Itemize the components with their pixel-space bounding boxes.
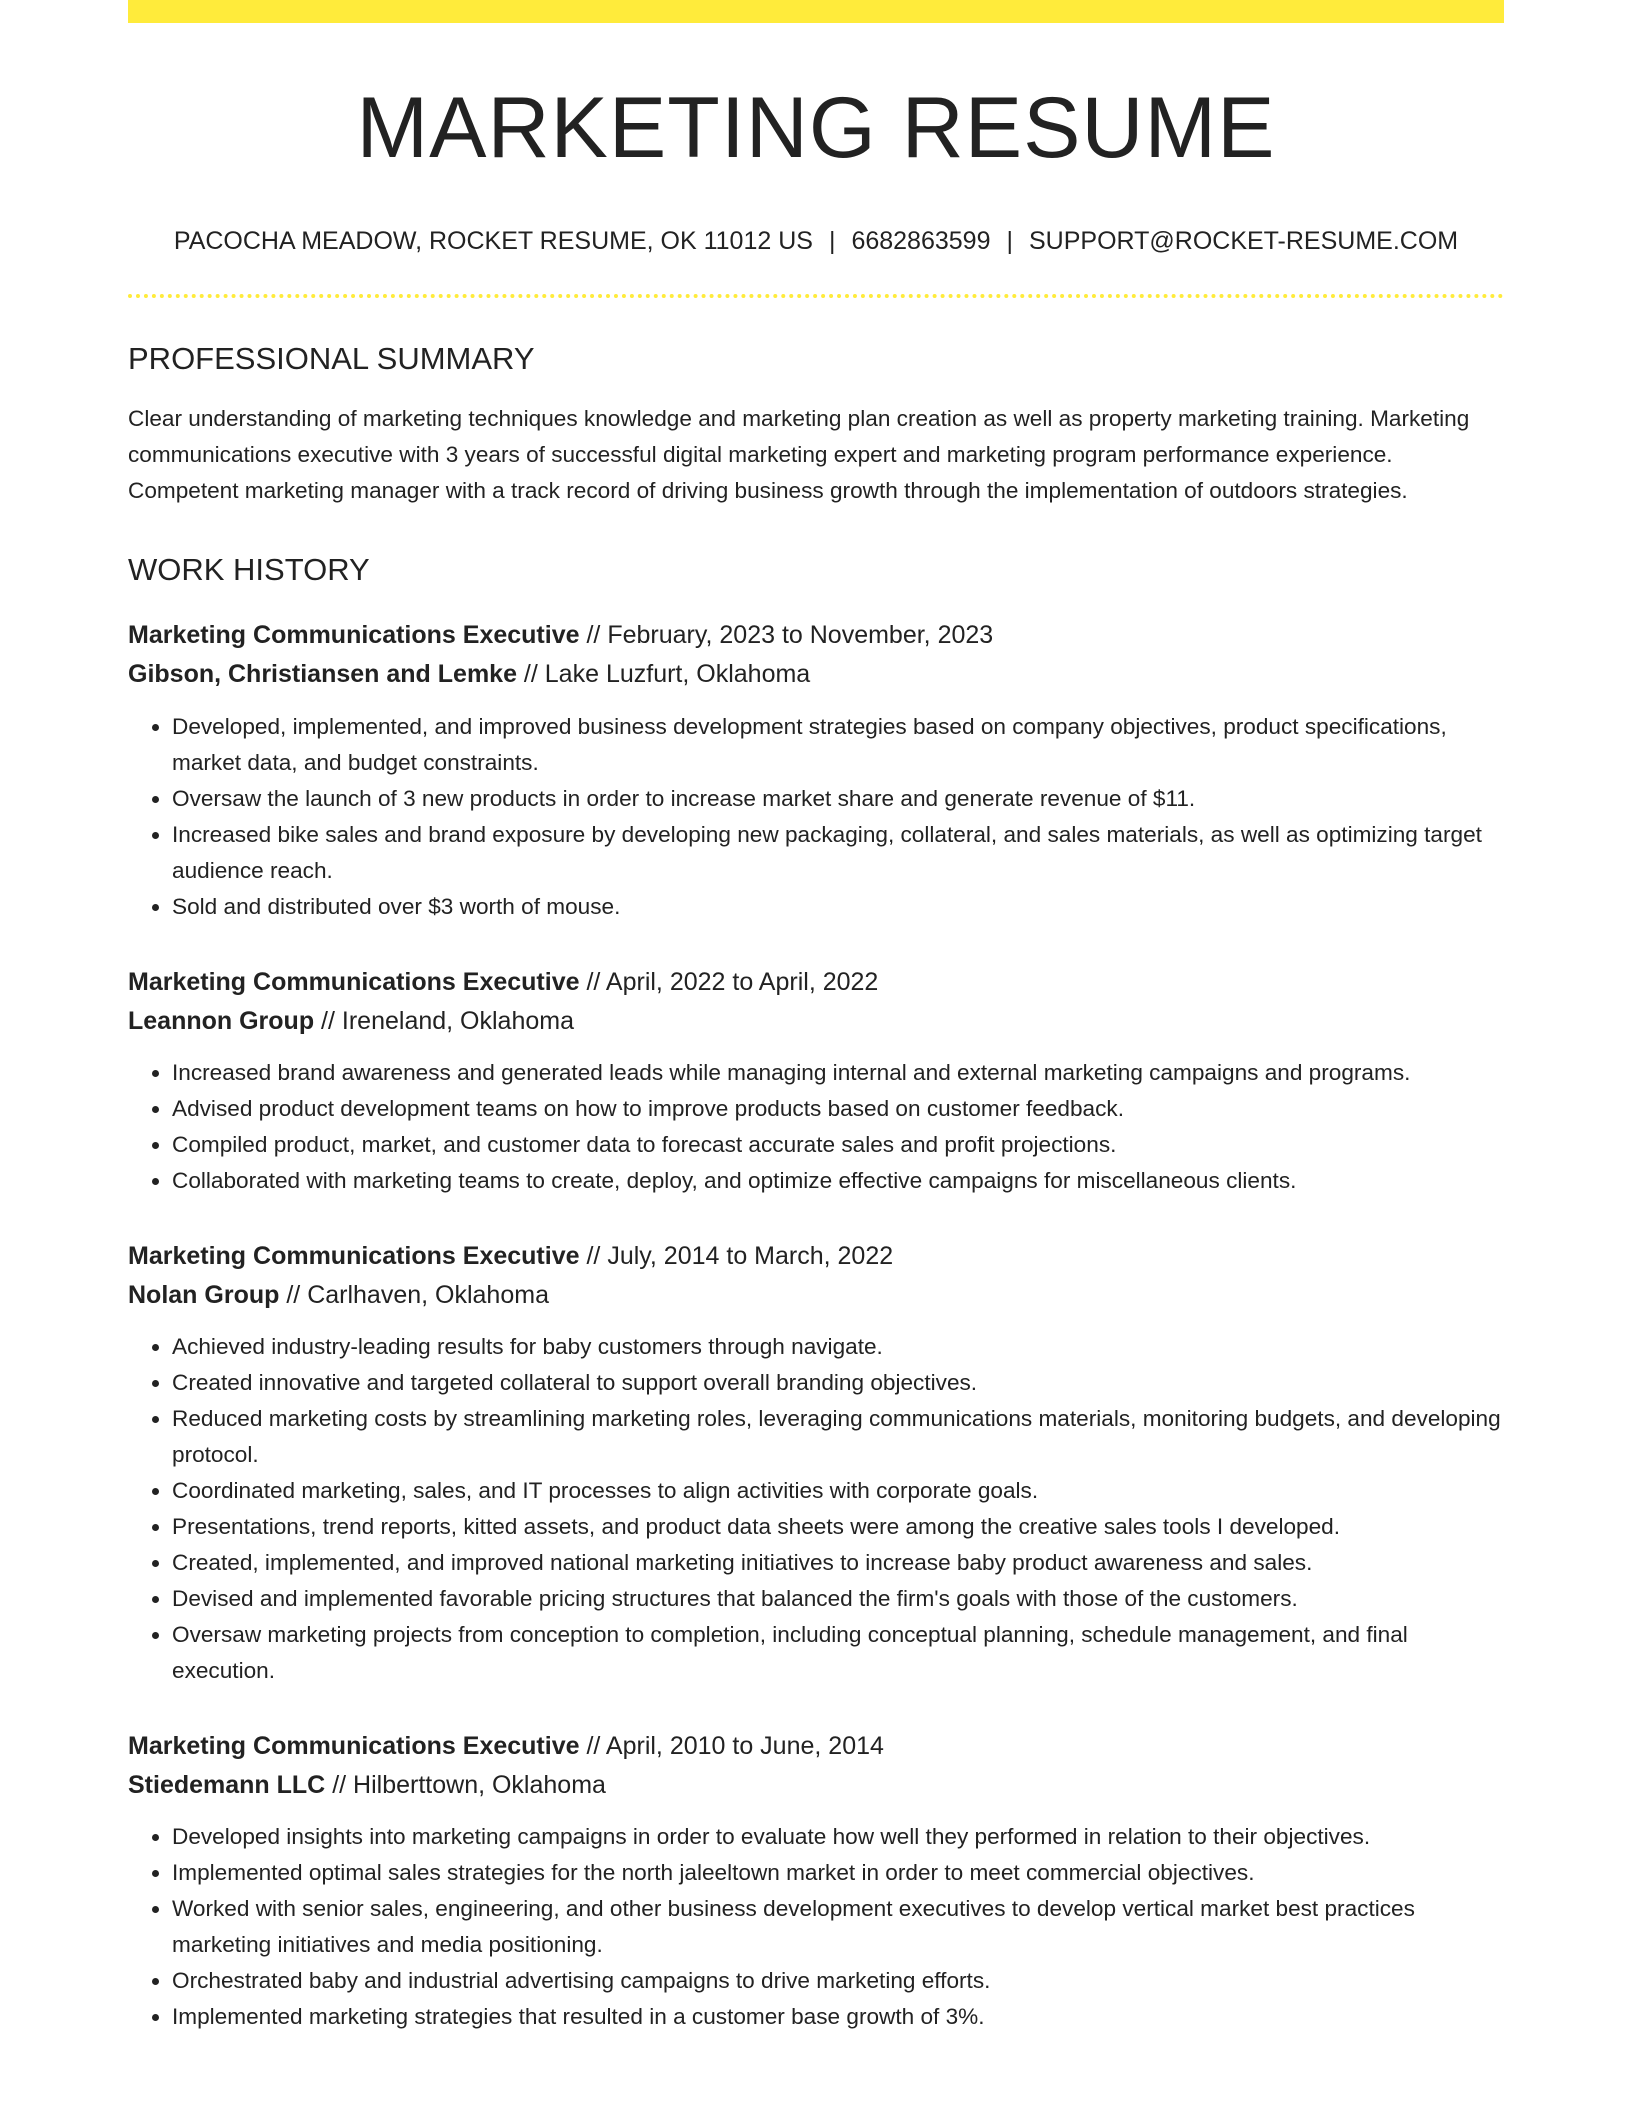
- job-bullet: • Oversaw marketing projects from conception to completion, including conceptual planning, schedule management, and final execution.: [172, 1617, 1504, 1689]
- job-title-line: [128, 1727, 1504, 1766]
- job-location: Ireneland, Oklahoma: [341, 1006, 574, 1035]
- job-bullet: • Increased bike sales and brand exposure by developing new packaging, collateral, and sales materials, as well as optimizing target audience reach.: [172, 817, 1504, 889]
- job-delimiter: //: [314, 1006, 342, 1035]
- contact-address: PACOCHA MEADOW, ROCKET RESUME, OK 11012 US: [173, 226, 813, 255]
- job-dates: April, 2010 to June, 2014: [605, 1731, 884, 1760]
- job-company: Leannon Group: [128, 1006, 315, 1035]
- resume-title: MARKETING RESUME: [356, 80, 1276, 176]
- job-bullet: • Advised product development teams on how to improve products based on customer feedback.: [172, 1091, 1504, 1127]
- job-dates: February, 2023 to November, 2023: [607, 620, 994, 649]
- job-bullet: • Implemented marketing strategies that resulted in a customer base growth of 3%.: [172, 1999, 1504, 2035]
- job-bullet: • Devised and implemented favorable pricing structures that balanced the firm's goals with those of the customers.: [172, 1581, 1504, 1617]
- job-bullet: • Developed insights into marketing campaigns in order to evaluate how well they performed in relation to their objectives.: [172, 1819, 1504, 1855]
- summary-text: Clear understanding of marketing techniques knowledge and marketing plan creation as well as property marketing training. Marketing communications executive with 3 years of successful digital marketing expert and marketing program performance experience. Competent marketing manager with a track record of driving business growth through the implementation of outdoors strategies.: [128, 405, 1470, 503]
- job-company: Gibson, Christiansen and Lemke: [128, 659, 517, 688]
- job-entry: [128, 1237, 1504, 1689]
- job-bullet-list: [128, 709, 1504, 925]
- job-bullet: • Increased brand awareness and generated leads while managing internal and external marketing campaigns and programs.: [172, 1055, 1504, 1091]
- work-history-list: [128, 616, 1504, 2035]
- contact-separator: |: [1006, 226, 1013, 255]
- job-delimiter: //: [279, 1280, 308, 1309]
- job-delimiter: //: [579, 620, 608, 649]
- job-bullet: • Collaborated with marketing teams to create, deploy, and optimize effective campaigns for miscellaneous clients.: [172, 1163, 1504, 1199]
- contact-phone: 6682863599: [851, 226, 991, 255]
- job-bullet-list: [128, 1819, 1504, 2035]
- job-delimiter: //: [579, 1731, 606, 1760]
- job-title: Marketing Communications Executive: [128, 967, 580, 996]
- job-bullet: • Created, implemented, and improved national marketing initiatives to increase baby product awareness and sales.: [172, 1545, 1504, 1581]
- job-bullet: • Sold and distributed over $3 worth of mouse.: [172, 889, 1504, 925]
- job-title: Marketing Communications Executive: [128, 620, 580, 649]
- job-delimiter: //: [579, 1241, 608, 1270]
- job-bullet: • Reduced marketing costs by streamlining marketing roles, leveraging communications materials, monitoring budgets, and developing protocol.: [172, 1401, 1504, 1473]
- job-bullet: • Implemented optimal sales strategies for the north jaleeltown market in order to meet commercial objectives.: [172, 1855, 1504, 1891]
- job-bullet-list: [128, 1055, 1504, 1199]
- contact-email: SUPPORT@ROCKET-RESUME.COM: [1028, 226, 1459, 255]
- job-bullet: • Worked with senior sales, engineering, and other business development executives to develop vertical market best practices marketing initiatives and media positioning.: [172, 1891, 1504, 1963]
- job-entry: [128, 963, 1504, 1199]
- job-title-line: [128, 616, 1504, 655]
- job-bullet: • Coordinated marketing, sales, and IT processes to align activities with corporate goals.: [172, 1473, 1504, 1509]
- job-bullet: • Achieved industry-leading results for baby customers through navigate.: [172, 1329, 1504, 1365]
- contact-separator: |: [828, 226, 836, 255]
- dotted-divider: [128, 294, 1504, 298]
- job-company: Nolan Group: [128, 1280, 280, 1309]
- job-title-line: [128, 963, 1504, 1002]
- job-dates: July, 2014 to March, 2022: [607, 1241, 894, 1270]
- job-dates: April, 2022 to April, 2022: [605, 967, 879, 996]
- job-company-line: [128, 1276, 1504, 1315]
- job-title-line: [128, 1237, 1504, 1276]
- top-accent-bar: [128, 0, 1504, 23]
- job-bullet: • Oversaw the launch of 3 new products in order to increase market share and generate revenue of $11.: [172, 781, 1504, 817]
- job-bullet: • Compiled product, market, and customer data to forecast accurate sales and profit projections.: [172, 1127, 1504, 1163]
- work-history-heading: WORK HISTORY: [128, 551, 370, 587]
- job-company-line: [128, 655, 1504, 694]
- summary-heading: PROFESSIONAL SUMMARY: [128, 340, 535, 376]
- job-delimiter: //: [325, 1770, 354, 1799]
- job-title: Marketing Communications Executive: [128, 1241, 580, 1270]
- job-bullet: • Presentations, trend reports, kitted assets, and product data sheets were among the creative sales tools I developed.: [172, 1509, 1504, 1545]
- job-entry: [128, 616, 1504, 925]
- resume-page: [128, 0, 1504, 2035]
- job-entry: [128, 1727, 1504, 2035]
- job-company: Stiedemann LLC: [128, 1770, 326, 1799]
- job-delimiter: //: [516, 659, 545, 688]
- job-company-line: [128, 1766, 1504, 1805]
- job-location: Carlhaven, Oklahoma: [307, 1280, 549, 1309]
- job-company-line: [128, 1002, 1504, 1041]
- job-title: Marketing Communications Executive: [128, 1731, 580, 1760]
- job-location: Hilberttown, Oklahoma: [353, 1770, 606, 1799]
- job-delimiter: //: [579, 967, 606, 996]
- job-bullet: • Developed, implemented, and improved business development strategies based on company objectives, product specifications, market data, and budget constraints.: [172, 709, 1504, 781]
- contact-line: [128, 226, 1504, 256]
- job-bullet: • Created innovative and targeted collateral to support overall branding objectives.: [172, 1365, 1504, 1401]
- job-location: Lake Luzfurt, Oklahoma: [544, 659, 811, 688]
- job-bullet-list: [128, 1329, 1504, 1689]
- job-bullet: • Orchestrated baby and industrial advertising campaigns to drive marketing efforts.: [172, 1963, 1504, 1999]
